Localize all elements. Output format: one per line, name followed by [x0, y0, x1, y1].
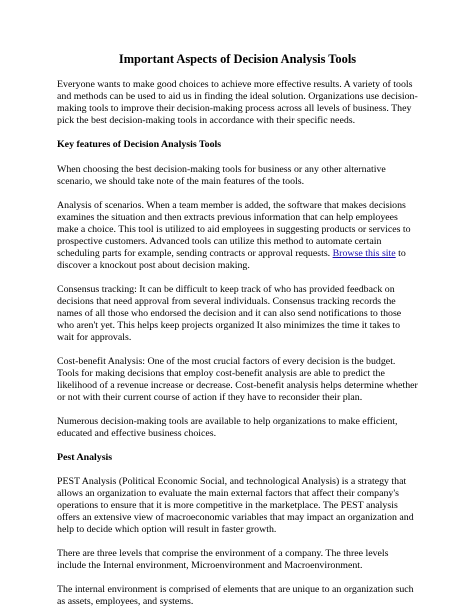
internal-environment-paragraph: The internal environment is comprised of elements that are unique to an organization such as assets, employees, and systems.: [57, 584, 414, 607]
scenarios-text: Analysis of scenarios. When a team member is added, the software that makes decisions examines the situation and then extracts previous information that can help employees make a choice. This tool is utilized to aid employees in suggesting products or services to prospective customers. Advanced tools can utilize this method to automate certain scheduling parts for example, sending contracts or approval requests.: [57, 200, 411, 259]
key-features-intro-paragraph: When choosing the best decision-making tools for business or any other alternative scenario, we should take note of the main features of the tools.: [57, 164, 386, 187]
scenarios-text-after-link: to discover a knockout post about decision making.: [57, 248, 406, 271]
cost-benefit-paragraph: Cost-benefit Analysis: One of the most crucial factors of every decision is the budget. Tools for making decisions that employ cost-benefit analysis are able to predict the likelihood of a revenue increase or decrease. Cost-benefit analysis helps determine whether or not with their current course of action if they have to reconsider their plan.: [57, 356, 418, 403]
intro-paragraph: Everyone wants to make good choices to achieve more effective results. A variety of tools and methods can be used to aid us in finding the ideal solution. Organizations use decision-making tools to improve their decision-making process across all levels of business. They pick the best decision-making tools in accordance with their specific needs.: [57, 79, 418, 126]
section-heading-pest-analysis: Pest Analysis: [57, 452, 113, 463]
three-levels-paragraph: There are three levels that comprise the environment of a company. The three levels include the Internal environment, Microenvironment and Macroenvironment.: [57, 548, 389, 571]
document-title: Important Aspects of Decision Analysis Tools: [118, 52, 357, 66]
numerous-tools-paragraph: Numerous decision-making tools are available to help organizations to make efficient, educated and effective business choices.: [57, 416, 398, 439]
section-heading-key-features: Key features of Decision Analysis Tools: [57, 139, 222, 150]
consensus-paragraph: Consensus tracking: It can be difficult to keep track of who has provided feedback on decisions that need approval from several individuals. Consensus tracking records the names of all those who endorsed the decision and it can also send notifications to those who aren't yet. This helps keep projects organized It also minimizes the time it takes to wait for approvals.: [57, 284, 402, 343]
pest-paragraph: PEST Analysis (Political Economic Social, and technological Analysis) is a strategy that allows an organization to evaluate the main external factors that affect their company's operations to ensure that it is more competitive in the marketplace. The PEST analysis offers an extensive view of macroeconomic variables that may impact an organization and help to decide which option will result in faster growth.: [57, 476, 414, 535]
browse-site-link[interactable]: Browse this site: [332, 248, 396, 259]
scenarios-paragraph: [57, 200, 418, 272]
